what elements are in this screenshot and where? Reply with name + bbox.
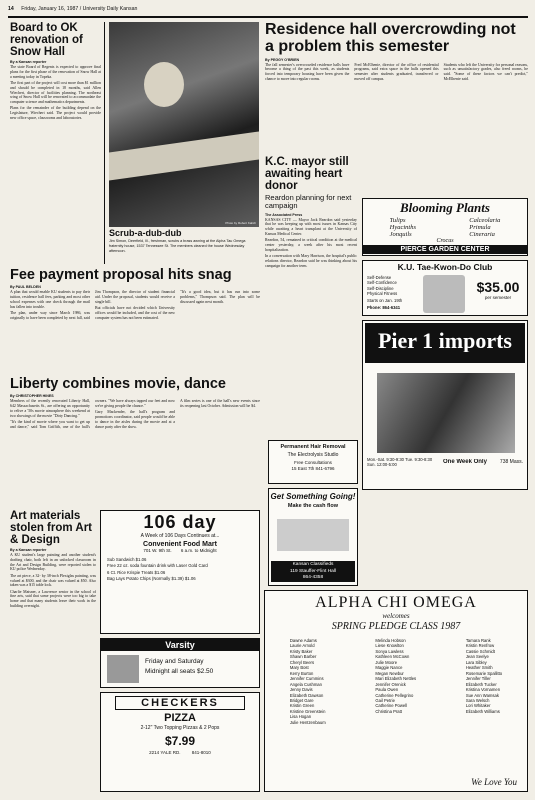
tkd-features <box>367 275 402 311</box>
pledge-name: Kristine Greenstein <box>289 708 326 714</box>
headline: Board to OK renovation of Snow Hall <box>10 22 83 59</box>
headline: Art materials stolen from Art & Design <box>10 510 92 547</box>
ad-title: Pier 1 imports <box>377 329 512 353</box>
pledge-name: Shawn Barber <box>289 654 317 660</box>
pledge-name: Sonya Lawless <box>375 648 404 654</box>
store-line: A Week of 106 Days Continues at... <box>140 533 220 539</box>
alpha-welcome: welcomes <box>382 612 410 620</box>
photo-caption-block <box>109 229 259 265</box>
paragraph: A film series is one of the hall's new events since its reopening last October. Admission will be $4. <box>180 399 260 408</box>
article-fee <box>10 268 260 374</box>
ad-title: 106 day <box>143 512 217 532</box>
classified-subtitle: Make the cash flow <box>287 503 339 509</box>
pledge-name: Jean Seelye <box>465 654 489 660</box>
pledge-name: Julie Hentzenbaum <box>289 719 326 725</box>
pledge-name: Gail Petrie <box>375 697 395 703</box>
flower-item: Tulips <box>389 216 406 224</box>
ad-title: Permanent Hair Removal <box>280 444 346 450</box>
tkd-start: Starts on Jan. 19th <box>367 298 403 303</box>
tkd-price-note: per semester <box>484 295 512 300</box>
store-hours: 6 a.m. to Midnight <box>180 548 217 553</box>
pledge-name: Heather Smith <box>465 665 493 671</box>
pledge-name: Cheryl Beers <box>289 659 315 665</box>
pledge-name: Kristy Baker <box>289 648 313 654</box>
headline: Liberty combines movie, dance <box>10 377 226 392</box>
pledge-name: Maggie Nance <box>375 665 403 671</box>
hair-phone: 15 East 7th 841-6796 <box>291 466 335 471</box>
photo-caption: Jim Simon, Deerfield, Ill., freshman, scrubs a brass awning at the Alpha Tau Omega fraternity house, 1537 Tennessee St. The members cleaned the house Wednesday afternoon. <box>109 239 246 253</box>
ad-title: K.U. Tae-Kwon-Do Club <box>397 262 493 272</box>
alpha-class: SPRING PLEDGE CLASS 1987 <box>331 621 461 632</box>
paragraph: Fred McElhenie, director of the office of residential programs, said extra space in the halls opened this semester after students graduated, transferred or moved off campus. <box>354 62 439 81</box>
pier1-sale: One Week Only <box>443 459 487 465</box>
page-number: 14 <box>8 6 14 12</box>
tkd-feature: Self-Defense <box>367 275 392 280</box>
paragraph: The art piece, a 32- by 38-inch Plexiglas painting, was valued at $300, and the chair was valued at $50. Also taken was a $15 table lock. <box>10 573 96 588</box>
pledge-name: Jennifer Orenick <box>375 681 406 687</box>
checkers-price: $7.99 <box>164 734 196 748</box>
article-snow-hall <box>10 22 101 264</box>
alpha-closing: We Love You <box>471 777 517 787</box>
photo-face <box>144 62 184 107</box>
pledge-name: Jennifer Tiller <box>465 676 491 682</box>
ad-store: PIERCE GARDEN CENTER <box>363 245 527 254</box>
liberty-body <box>10 399 260 503</box>
pledge-name: Lara Sibley <box>465 659 487 665</box>
deal-item: Free 22 oz. soda fountain drink with Laser Gold Card <box>107 563 208 569</box>
pledge-name: Tamara Rank <box>465 638 491 643</box>
paragraph: Members of the recently renovated Liberty Hall, 642 Massachusetts St., are offering an opportunity to relive a '50s movie atmosphere this weekend at two showings of the movie "Dirty Dancing." <box>10 399 90 418</box>
deal-item: Bag Lays Potato Chips (Normally $1.39) $1.06 <box>107 576 196 582</box>
flower-item: Primula <box>469 223 491 231</box>
paragraph: A KU student's large painting and another student's drafting chair, both left in an unlocked classroom in the Art and Design Building, were reported stolen to KU police Wednesday. <box>10 553 96 572</box>
deal-item: 6 Ct. Rice Krispie Treats $1.06 <box>107 569 166 575</box>
pledge-name: Elizabeth Dawson <box>289 692 324 698</box>
headline: K.C. mayor still awaiting heart donor <box>265 156 349 193</box>
flower-item: Calceolaria <box>469 216 501 224</box>
checkers-item: PIZZA <box>164 712 196 724</box>
pledge-name: Jennifer Cummins <box>289 676 324 682</box>
flower-item: Crocus <box>436 237 454 244</box>
ad-varsity <box>100 638 260 688</box>
pledge-name: Catherine Pellegrino <box>375 692 414 698</box>
store-address: 701 W. 9th St. <box>143 548 172 553</box>
paragraph: The state Board of Regents is expected to approve final plans for the first phase of the renovation of Snow Hall at a meeting today in Topeka. <box>10 65 101 79</box>
classified-paper: Kansan Classifieds <box>292 562 334 568</box>
flower-list <box>363 217 527 238</box>
headline: Residence hall overcrowding not a problem this semester <box>265 22 516 55</box>
ad-title: Varsity <box>101 639 259 651</box>
ad-hair-removal <box>268 440 358 484</box>
pledge-name: Kristina Vornamen <box>465 687 501 693</box>
hair-offer: Free Consultations <box>294 460 332 465</box>
checkers-deal: 2-12" Two Topping Pizzas & 2 Pops <box>140 725 220 731</box>
varsity-line: Midnight all seats $2.50 <box>145 667 214 675</box>
classified-graphic <box>277 519 349 551</box>
pledge-name: Melinda Hobson <box>375 638 406 643</box>
names-column <box>375 638 416 725</box>
pledge-name: Laurie Arnold <box>289 643 315 649</box>
pledge-name: Liese Knowlton <box>375 643 404 649</box>
byline: By PEGGY O'BRIEN <box>265 57 300 62</box>
ad-title: CHECKERS <box>115 696 245 710</box>
ad-taekwondo <box>362 260 528 316</box>
paragraph: "It's the kind of movie where you want to get up and dance," said Tom Griffith, one of the hall's owners. "We have always tapped our feet and now we're giving people the chance." <box>10 399 175 429</box>
pier1-address: 738 Mass. <box>499 459 523 465</box>
pledge-name: Megan Newbur <box>375 670 404 676</box>
article-liberty <box>10 377 260 507</box>
page-header <box>8 6 528 14</box>
store-hours-line <box>101 548 259 553</box>
scrub-photo <box>109 22 259 227</box>
varsity-line: Friday and Saturday <box>145 658 204 665</box>
tkd-phone: Phone: 864-6341 <box>367 305 401 311</box>
ad-106-day <box>100 510 260 634</box>
byline: By CHRISTOPHER HINES <box>10 394 54 399</box>
deal-item: Sub Sandwich $1.06 <box>107 557 147 562</box>
pledge-name: Christina Pratt <box>375 708 402 714</box>
pledge-name: Bridget Gare <box>289 697 314 703</box>
flower-item: Jonquils <box>389 230 412 238</box>
header-paper: University Daily Kansan <box>82 6 138 12</box>
ad-classifieds <box>268 488 358 586</box>
hair-studio: The Electrolysis Studio <box>287 452 339 458</box>
tkd-feature: Self-Discipline <box>367 285 394 291</box>
pier1-hours: Mon.-Sat. 9:30-9:30 Tue. 9:30-8:30 Sun. 12:00-5:00 <box>367 457 433 468</box>
paragraph: The first part of the project will cost more than $1 million and should be completed in 18 months, said Allen Wiechert, director of facilities planning. The northeast wing of Snow Hall will be renovated to accommodate the computer science and mathematics departments. <box>10 80 101 105</box>
photo-credit: Photo by Robert Kalich <box>225 221 256 225</box>
pledge-name: Paula Owen <box>375 687 399 693</box>
pledge-name: Lori Whitaker <box>465 703 491 709</box>
classified-phone: 864-4358 <box>302 574 324 580</box>
pledge-name: Rosemarie Spallitto <box>465 670 503 676</box>
checkers-contact <box>101 750 259 755</box>
subhead: Reardon planning for next campaign <box>265 193 352 211</box>
paragraph: Plans for the remainder of the building depend on the Legislature, Wiechert said. The project would provide new office space, classrooms and laboratories. <box>10 106 101 120</box>
classified-footer <box>271 561 355 582</box>
store-name: Convenient Food Mart <box>143 541 217 548</box>
paragraph: A plan that would enable KU students to pay their tuition, residence hall fees, parking and most other school expenses with one check through the mail has fallen into trouble. <box>10 290 90 309</box>
varsity-lines <box>145 657 213 677</box>
paragraph: "It's a good idea, but it has run into some problems," Thompson said. The plan will be discussed again next month. <box>180 290 260 304</box>
paragraph: Students who left the University for personal reasons, such as unsatisfactory grades, also freed rooms, he said. "Some of these factors we can't predict," McElhenie said. <box>443 62 528 81</box>
ad-title: Get Something Going! <box>270 492 356 501</box>
names-column <box>290 638 326 725</box>
pledge-name: Dawne Adams <box>289 638 317 643</box>
pledge-name: Cassie Schmidt <box>465 648 495 654</box>
paragraph: The fall semester's overcrowded residence halls have become a thing of the past this week, as students forced into temporary housing have been given the chance to move into regular rooms. <box>265 62 350 81</box>
ad-alpha-chi-omega <box>264 590 528 792</box>
paragraph: Gary Mackender, the hall's program and promotions coordinator, said people would be able to dance in the aisles during the movie and at a dance party after the show. <box>95 410 175 429</box>
tkd-price-block <box>471 279 525 300</box>
varsity-image <box>107 655 139 683</box>
pledge-name: Catherine Powell <box>375 703 408 709</box>
pledge-name: Lisa Hogan <box>289 714 312 720</box>
tkd-feature: Self-Confidence <box>367 280 397 286</box>
pledge-names <box>265 638 527 725</box>
paragraph: KANSAS CITY — Mayor Jack Reardon said yesterday that he was keeping up with most issues in Kansas City while awaiting a heart transplant at the University of Kansas Medical Center. <box>265 217 357 236</box>
headline: Fee payment proposal hits snag <box>10 268 232 283</box>
pledge-name: Kathleen McCown <box>375 654 410 660</box>
pledge-name: Kerry Burton <box>289 670 314 676</box>
byline: The Associated Press <box>265 212 303 217</box>
paragraph: The plan, under way since March 1986, was originally to have been completed by next fall, said Jim Thompson, the director of student financial aid. Under the proposal, students would receive a single bill. <box>10 290 175 320</box>
header-rule <box>8 16 528 18</box>
byline: By PAUL BELDEN <box>10 285 41 290</box>
paragraph: Reardon, 54, remained in critical condition at the medical center yesterday, a week after his most recent hospitalization. <box>265 238 357 252</box>
byline: By a Kansan reporter <box>10 60 47 65</box>
paragraph: Charlie Maisner, a Lawrence senior in the school of fine arts, said that some projects were too big to take home and that many students leave their work in the building overnight. <box>10 589 96 608</box>
pledge-name: Kristin Renfrow <box>465 643 495 649</box>
pledge-name: Elizabeth Williams <box>465 708 500 714</box>
pledge-name: Sara Welsch <box>465 697 490 703</box>
pledge-name: Elizabeth Tucker <box>465 681 497 687</box>
pledge-name: Angela Cushman <box>289 681 322 687</box>
flower-item: Hyacinths <box>389 223 416 231</box>
checkers-phone: 841-8010 <box>191 750 211 755</box>
ad-checkers <box>100 692 260 792</box>
checkers-address: 2214 YALE RD. <box>149 750 181 755</box>
ad-blooming-plants <box>362 198 528 256</box>
pledge-name: Kristin Green <box>289 703 315 709</box>
fee-body <box>10 290 260 370</box>
photo-awning <box>109 131 259 180</box>
photo-title: Scrub-a-dub-dub <box>109 229 182 238</box>
classified-address: 119 Stauffer-Flint Hall <box>290 568 336 574</box>
pier1-wicker-photo <box>377 373 515 453</box>
pledge-name: Sue Ann Wamsak <box>465 692 499 698</box>
ad-pier1 <box>362 320 528 490</box>
ad-title: Blooming Plants <box>400 200 490 215</box>
paragraph: But officials have not decided which University offices would be included, and the cost of the new computer system has not been estimated. <box>95 306 175 320</box>
names-column <box>466 638 502 725</box>
flower-item: Cineraria <box>469 230 495 238</box>
pledge-name: Julie Moore <box>375 659 398 665</box>
article-art <box>10 510 96 792</box>
deal-list <box>107 557 253 583</box>
article-mayor <box>265 156 357 436</box>
pledge-name: Mari Elizabeth Nettles <box>375 676 417 682</box>
paragraph: In a conversation with Mary Harrison, the hospital's public relations director, Reardon said he was thinking about his campaign for another term. <box>265 254 357 268</box>
tkd-figure <box>423 275 465 313</box>
header-date: Friday, January 16, 1987 <box>21 6 79 12</box>
pledge-name: Jenny Davis <box>289 687 313 693</box>
header-sep: / <box>79 6 83 12</box>
column-rule <box>104 22 105 264</box>
ad-title: ALPHA CHI OMEGA <box>315 594 477 611</box>
tkd-price: $35.00 <box>476 279 520 295</box>
tkd-feature: Physical Fitness <box>367 290 398 296</box>
pledge-name: Mary Bost <box>289 665 309 671</box>
byline: By a Kansan reporter <box>10 548 47 553</box>
